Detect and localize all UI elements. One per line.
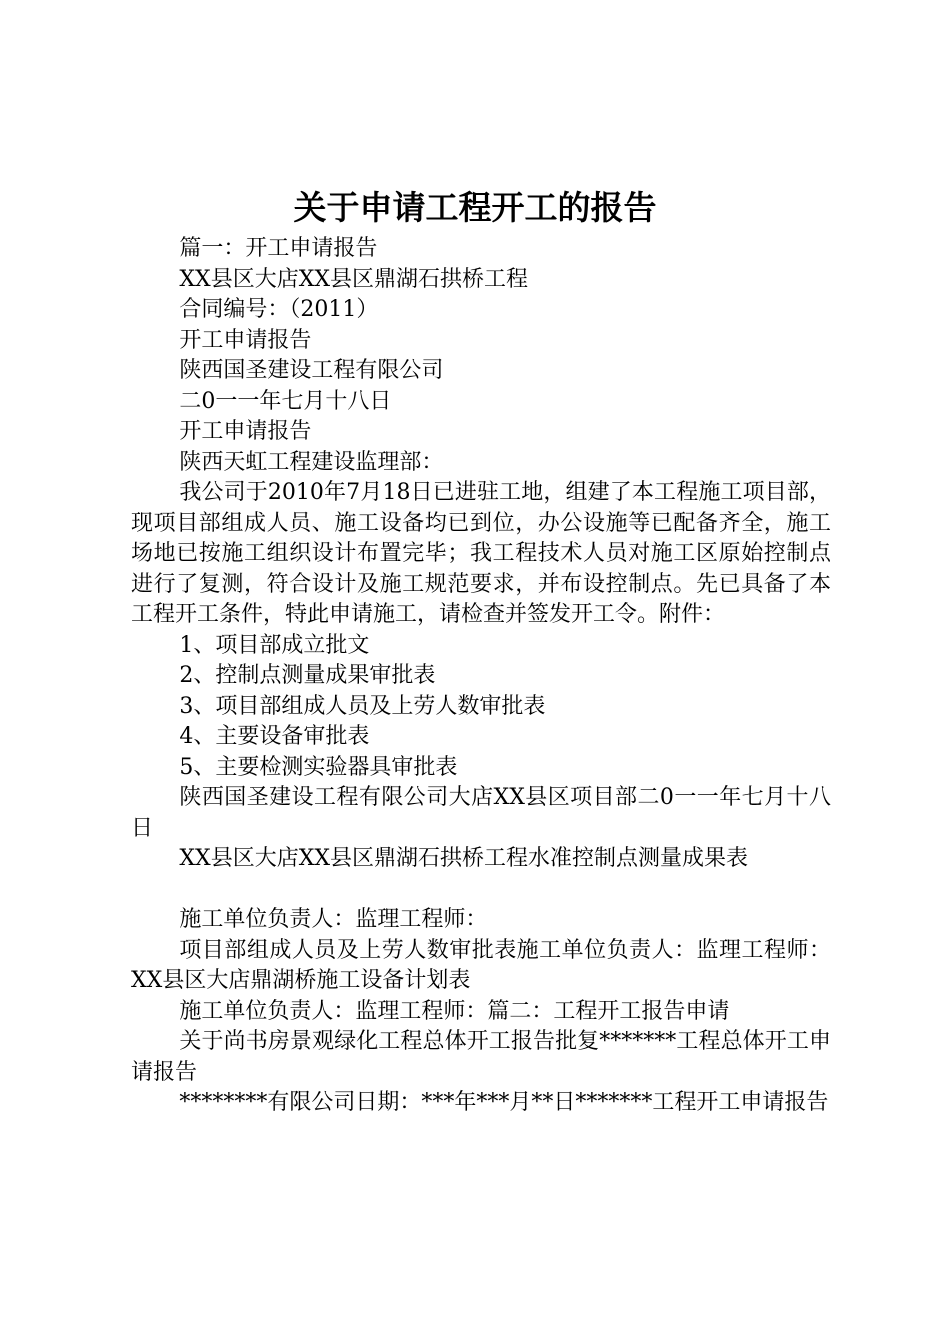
document-body — [131, 234, 831, 1119]
paragraph-main-body: 我公司于2010年7月18日已进驻工地，组建了本工程施工项目部，现项目部组成人员、施工设备均已到位，办公设施等已配备齐全，施工场地已按施工组织设计布置完毕；我工程技术人员对施工区原始控制点进行了复测，符合设计及施工规范要求，并布设控制点。先已具备了本工程开工条件，特此申请施工，请检查并签发开工令。附件： — [131, 480, 831, 627]
paragraph-attachment-3: 3、项目部组成人员及上劳人数审批表 — [179, 693, 546, 719]
paragraph-contract-number: 合同编号：（2011） — [179, 297, 379, 322]
paragraph-company-date: ********有限公司日期：***年***月**日*******工程开工申请报告 — [179, 1090, 829, 1115]
paragraph-survey-table-title: XX县区大店XX县区鼎湖石拱桥工程水准控制点测量成果表 — [179, 846, 749, 871]
paragraph-attachment-4: 4、主要设备审批表 — [179, 724, 370, 749]
paragraph-recipient: 陕西天虹工程建设监理部： — [179, 449, 444, 475]
document-title: 关于申请工程开工的报告 — [293, 188, 657, 227]
paragraph-personnel-table: 项目部组成人员及上劳人数审批表施工单位负责人：监理工程师：XX县区大店鼎湖桥施工设备计划表 — [131, 937, 831, 993]
blank-line — [131, 875, 831, 906]
paragraph-attachment-5: 5、主要检测实验器具审批表 — [179, 754, 458, 780]
paragraph-company-name: 陕西国圣建设工程有限公司 — [179, 358, 444, 383]
paragraph-report-title-2: 开工申请报告 — [179, 419, 312, 444]
paragraph-approval-title: 关于尚书房景观绿化工程总体开工报告批复*******工程总体开工申请报告 — [131, 1029, 831, 1085]
paragraph-section-two-heading: 施工单位负责人：监理工程师：篇二：工程开工报告申请 — [179, 998, 730, 1024]
paragraph-project-name: XX县区大店XX县区鼎湖石拱桥工程 — [179, 266, 529, 292]
paragraph-signature-line: 陕西国圣建设工程有限公司大店XX县区项目部二0一一年七月十八日 — [131, 785, 831, 841]
paragraph-attachment-2: 2、控制点测量成果审批表 — [179, 663, 436, 688]
paragraph-report-title: 开工申请报告 — [179, 327, 312, 353]
paragraph-attachment-1: 1、项目部成立批文 — [179, 632, 370, 658]
paragraph-section-one-heading: 篇一：开工申请报告 — [179, 236, 378, 261]
paragraph-date: 二0一一年七月十八日 — [179, 388, 392, 414]
paragraph-signoff-1: 施工单位负责人：监理工程师： — [179, 907, 488, 932]
